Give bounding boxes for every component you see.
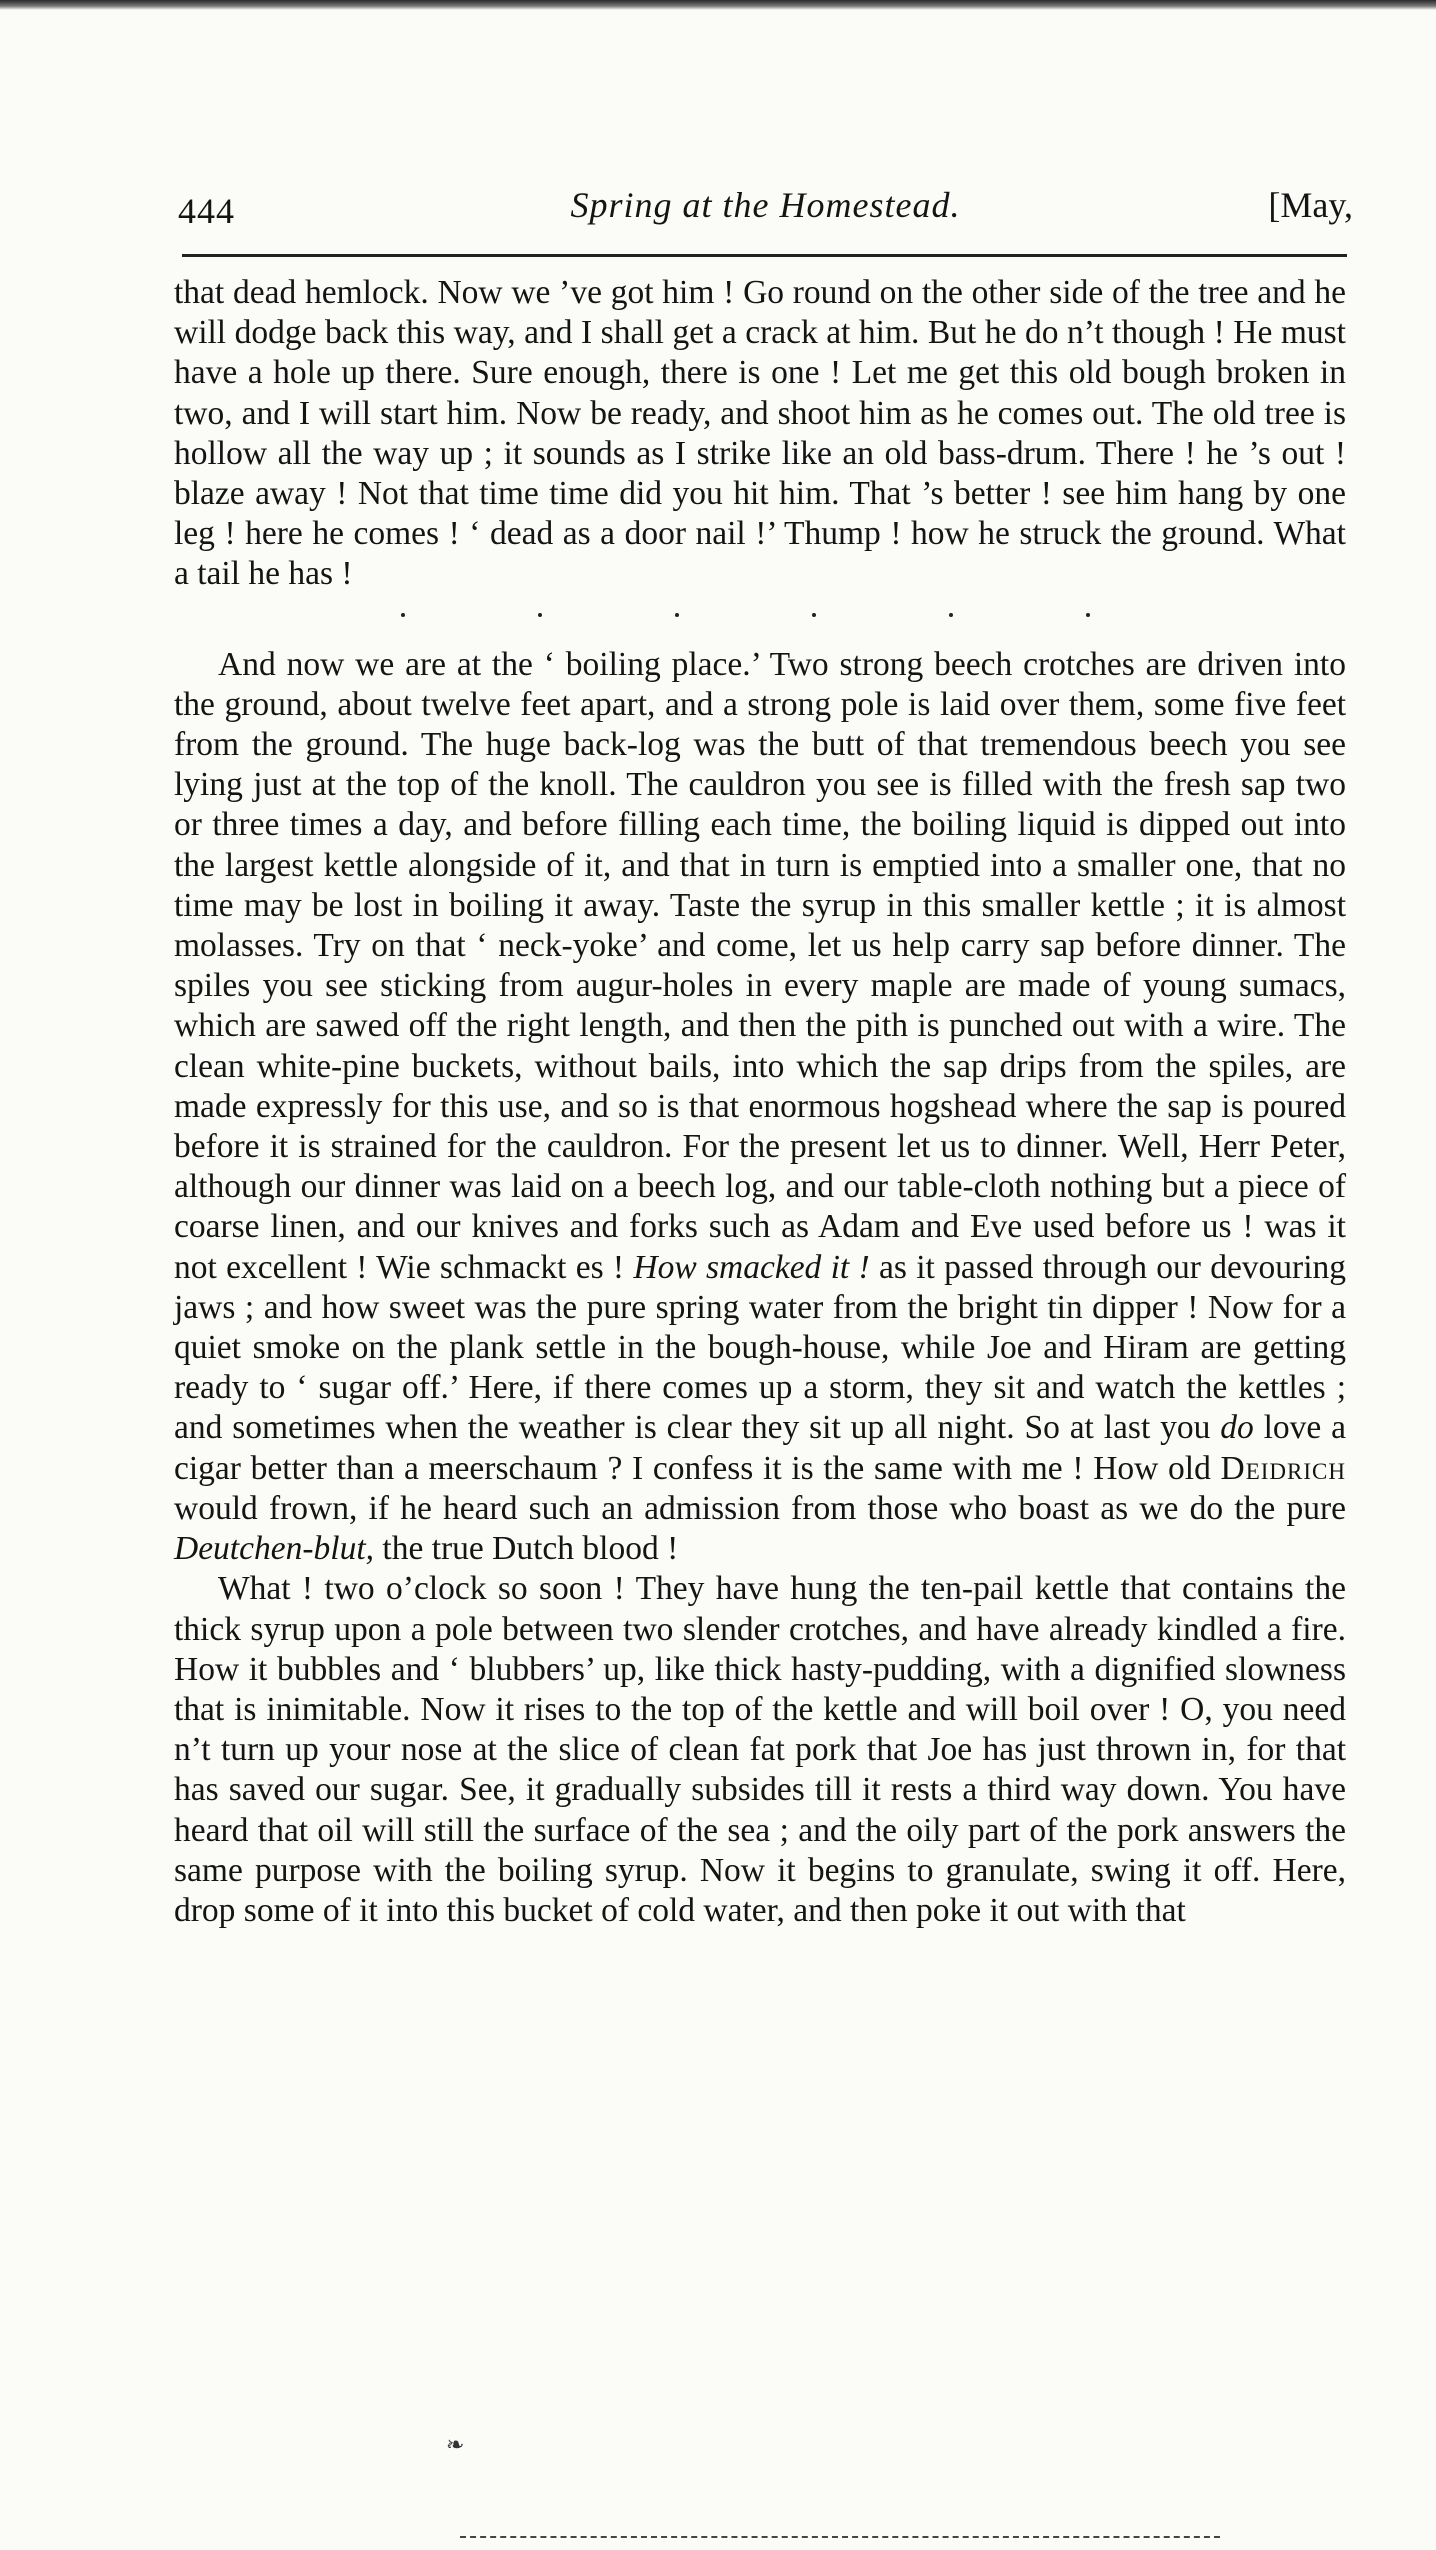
header-rule (182, 254, 1347, 257)
running-month: [May, (1268, 185, 1353, 225)
ellipsis-dot (538, 613, 542, 617)
ellipsis-dot (675, 613, 679, 617)
paragraph-boiling-place (174, 645, 1346, 1570)
ellipsis-dot (949, 613, 953, 617)
italic-phrase: How smacked it ! (633, 1248, 870, 1286)
italic-phrase: do (1220, 1409, 1254, 1447)
ink-speck: ❧ (446, 2432, 465, 2457)
page-bottom-edge (460, 2536, 1220, 2542)
ellipsis-dot (401, 613, 405, 617)
paragraph-text: And now we are at the ‘ boiling place.’ Two strong beech crotches are driven into the ground, about twelve feet apart, and a strong pole is laid over them, some five feet from the ground. The huge back-log was the butt of that tremendous beech you see lying just at the top of the knoll. The cauldron you see is filled with the fresh sap two or three times a day, and before filling each time, the boiling liquid is dipped out into the largest kettle alongside of it, and that in turn is emptied into a smaller one, that no time may be lost in boiling it away. Taste the syrup in this smaller kettle ; it is almost molasses. Try on that ‘ neck-yoke’ and come, let us help carry sap before dinner. The spiles you see sticking from augur-holes in every maple are made of young sumacs, which are sawed off the right length, and then the pith is punched out with a wire. The clean white-pine buckets, without bails, into which the sap drips from the spiles, are made expressly for this use, and so is that enormous hogshead where the sap is poured before it is strained for the cauldron. For the present let us to dinner. Well, Herr Peter, although our dinner was laid on a beech log, and our table-cloth nothing but a piece of coarse linen, and our knives and forks such as Adam and Eve used before us ! was it not excellent ! Wie schmackt es ! (174, 645, 1346, 1286)
page-top-edge (0, 0, 1436, 10)
paragraph-continuation: that dead hemlock. Now we ’ve got him ! Go round on the other side of the tree and he will dodge back this way, and I shall get a crack at him. But he do n’t though ! He must have a hole up there. Sure enough, there is one ! Let me get this old bough broken in two, and I will start him. Now be ready, and shoot him as he comes out. The old tree is hollow all the way up ; it sounds as I strike like an old bass-drum. There ! he ’s out ! blaze away ! Not that time time did you hit him. That ’s better ! see him hang by one leg ! here he comes ! ‘ dead as a door nail !’ Thump ! how he struck the ground. What a tail he has ! (174, 274, 1346, 593)
italic-phrase: Deutchen-blut, (174, 1530, 375, 1568)
small-caps-name: Deidrich (1220, 1449, 1346, 1487)
paragraph-text: the true Dutch blood ! (382, 1530, 679, 1568)
section-break-dots (174, 595, 1346, 635)
paragraph-two-oclock: What ! two o’clock so soon ! They have hung the ten-pail kettle that contains the thick syrup upon a pole between two slender crotches, and have already kindled a fire. How it bubbles and ‘ blubbers’ up, like thick hasty-pudding, with a dignified slowness that is inimitable. Now it rises to the top of the kettle and will boil over ! O, you need n’t turn up your nose at the slice of clean fat pork that Joe has just thrown in, for that has saved our sugar. See, it gradually subsides till it rests a third way down. You have heard that oil will still the surface of the sea ; and the oily part of the pork answers the same purpose with the boiling syrup. Now it begins to granulate, swing it off. Here, drop some of it into this bucket of cold water, and then poke it out with that (174, 1570, 1346, 1929)
ellipsis-dot (812, 613, 816, 617)
body-text (174, 273, 1346, 1931)
ellipsis-dot (1086, 613, 1090, 617)
running-title: Spring at the Homestead. (570, 185, 961, 225)
paragraph-text: would frown, if he heard such an admission from those who boast as we do the pure (174, 1489, 1346, 1527)
paragraph-text: as it passed through our devouring jaws ; and how sweet was the pure spring water from the bright tin dipper ! Now for a quiet smoke on the plank settle in the bough-house, while Joe and Hiram are getting ready to ‘ sugar off.’ Here, if there comes up a storm, they sit and watch the kettles ; and sometimes when the weather is clear they sit up all night. So at last you (174, 1248, 1347, 1447)
page-number: 444 (178, 191, 235, 231)
page-header (178, 184, 1353, 244)
paragraph-text: love a cigar better than a meerschaum ? I confess it is the same with me ! How old (174, 1409, 1347, 1487)
